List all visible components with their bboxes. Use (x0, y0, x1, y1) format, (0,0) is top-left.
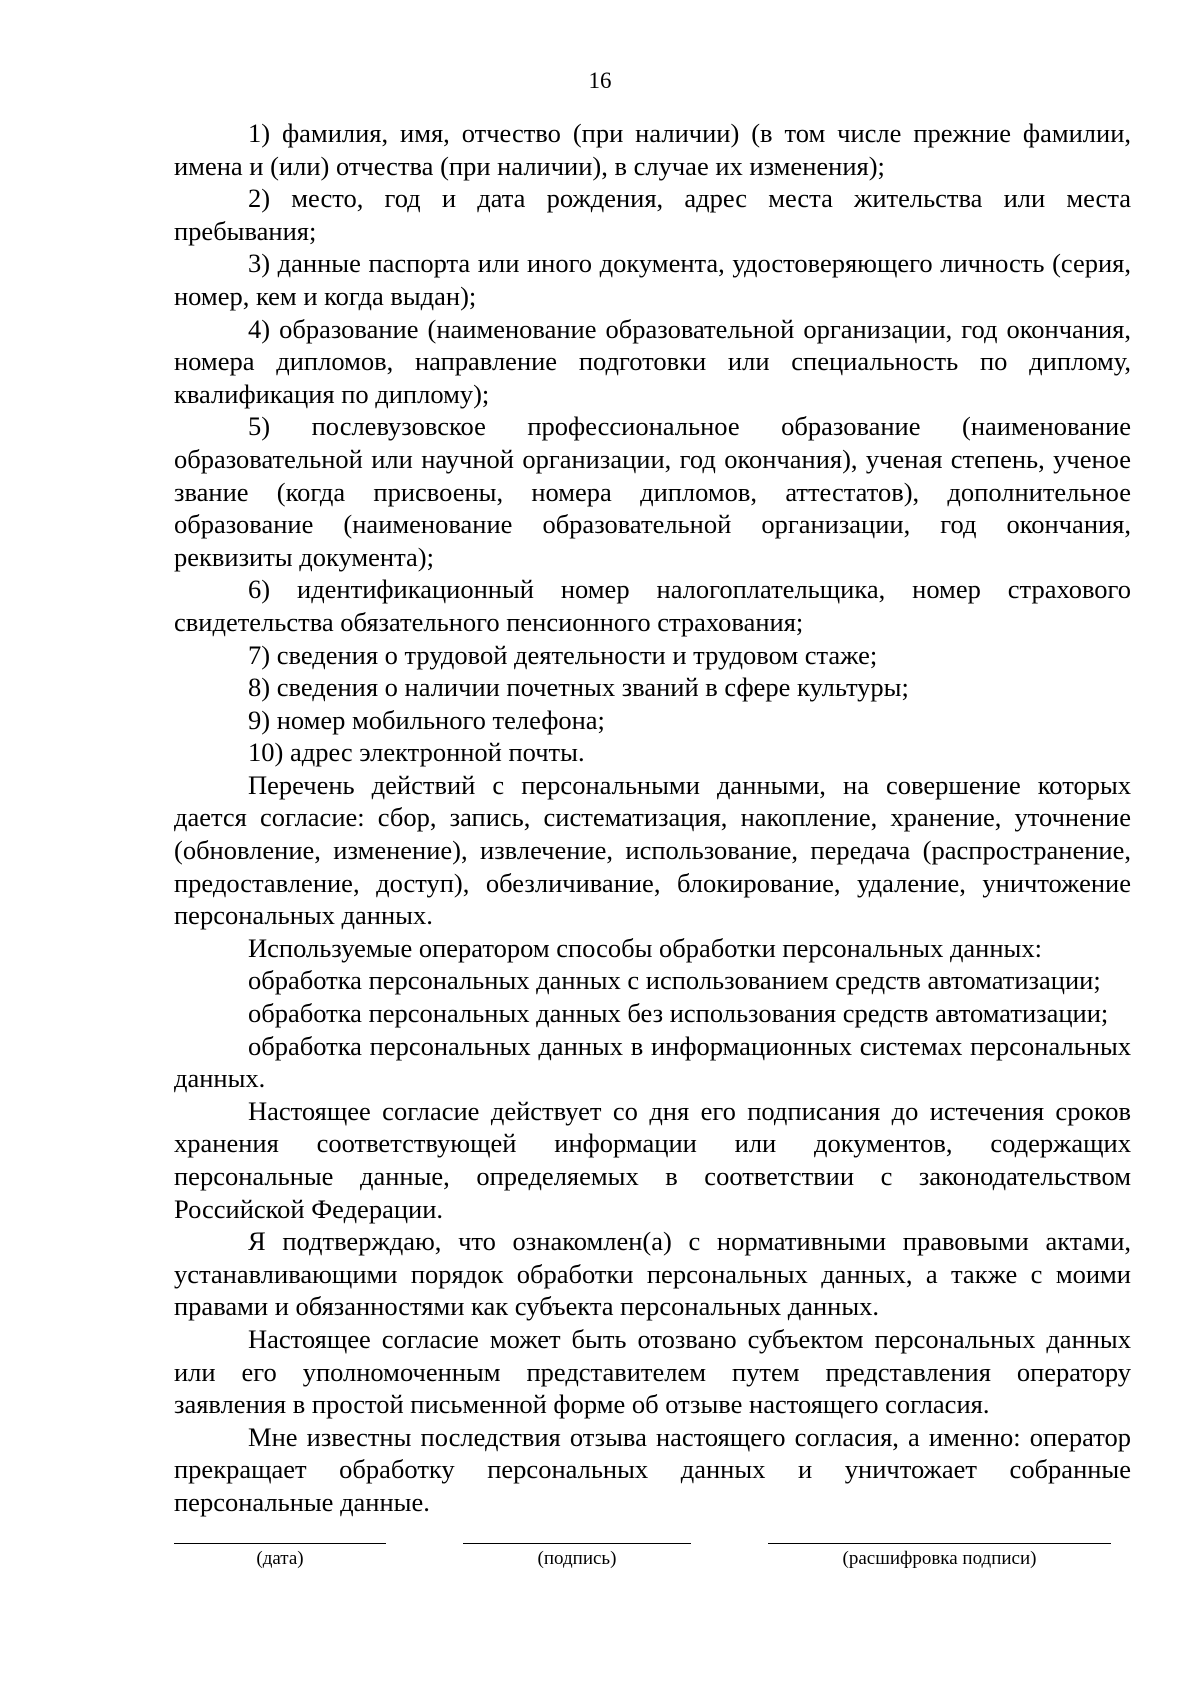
list-item-work-experience: 7) сведения о трудовой деятельности и трудовом стаже; (248, 639, 878, 670)
list-item-passport-data: 3) данные паспорта или иного документа, удостоверяющего личность (серия, номер, кем и когда выдан); (174, 248, 1131, 311)
paragraph-method-automated: обработка персональных данных с использованием средств автоматизации; (248, 965, 1101, 996)
signature-field[interactable] (463, 1543, 691, 1571)
date-line (174, 1543, 386, 1544)
list-item-postgraduate-education: 5) послевузовское профессиональное образование (наименование образовательной или научной организации, год окончания), ученая степень, ученое звание (когда присвоены, номера дипломов, аттестатов), дополнительное образование (наименование образовательной организации, год окончания, реквизиты документа); (174, 411, 1131, 572)
list-item-full-name: 1) фамилия, имя, отчество (при наличии) (в том числе прежние фамилии, имена и (или) отчества (при наличии), в случае их изменения); (174, 118, 1131, 181)
page-number: 16 (588, 68, 612, 93)
paragraph-method-non-automated: обработка персональных данных без использования средств автоматизации; (248, 998, 1109, 1029)
signature-caption: (подпись) (537, 1548, 617, 1569)
paragraph-method-information-systems: обработка персональных данных в информационных системах персональных данных. (174, 1030, 1131, 1094)
list-item-email: 10) адрес электронной почты. (248, 737, 585, 768)
list-item-honorary-titles: 8) сведения о наличии почетных званий в сфере культуры; (248, 672, 909, 703)
paragraph-consent-validity: Настоящее согласие действует со дня его подписания до истечения сроков хранения соответствующей информации или документов, содержащих персональные данные, определяемых в соответствии с законодательством Российской Федерации. (174, 1095, 1131, 1224)
date-caption: (дата) (256, 1548, 304, 1569)
signature-line (463, 1543, 691, 1544)
signature-block (0, 1543, 1200, 1593)
list-item-tax-and-insurance-numbers: 6) идентификационный номер налогоплательщика, номер страхового свидетельства обязательного пенсионного страхования; (174, 574, 1131, 637)
name-decoding-line (768, 1543, 1111, 1544)
paragraph-acknowledgement: Я подтверждаю, что ознакомлен(а) с нормативными правовыми актами, устанавливающими порядок обработки персональных данных, а также с моими правами и обязанностями как субъекта персональных данных. (174, 1226, 1131, 1322)
paragraph-revocation-consequences: Мне известны последствия отзыва настоящего согласия, а именно: оператор прекращает обработку персональных данных и уничтожает собранные персональные данные. (174, 1421, 1131, 1517)
document-body (174, 117, 1131, 1519)
paragraph-processing-methods: Используемые оператором способы обработки персональных данных: (248, 932, 1042, 963)
paragraph-actions-list: Перечень действий с персональными данными, на совершение которых дается согласие: сбор, запись, систематизация, накопление, хранение, уточнение (обновление, изменение), извлечение, использование, передача (распространение, предоставление, доступ), обезличивание, блокирование, удаление, уничтожение персональных данных. (174, 769, 1131, 931)
name-decoding-field[interactable] (768, 1543, 1111, 1571)
name-decoding-caption: (расшифровка подписи) (842, 1548, 1037, 1569)
list-item-mobile-phone: 9) номер мобильного телефона; (248, 704, 605, 735)
paragraph-revocation: Настоящее согласие может быть отозвано субъектом персональных данных или его уполномоченным представителем путем представления оператору заявления в простой письменной форме об отзыве настоящего согласия. (174, 1323, 1131, 1420)
date-field[interactable] (174, 1543, 386, 1571)
list-item-education: 4) образование (наименование образовательной организации, год окончания, номера дипломов, направление подготовки или специальность по диплому, квалификация по диплому); (174, 313, 1131, 409)
list-item-birth-place-and-address: 2) место, год и дата рождения, адрес места жительства или места пребывания; (174, 183, 1131, 246)
